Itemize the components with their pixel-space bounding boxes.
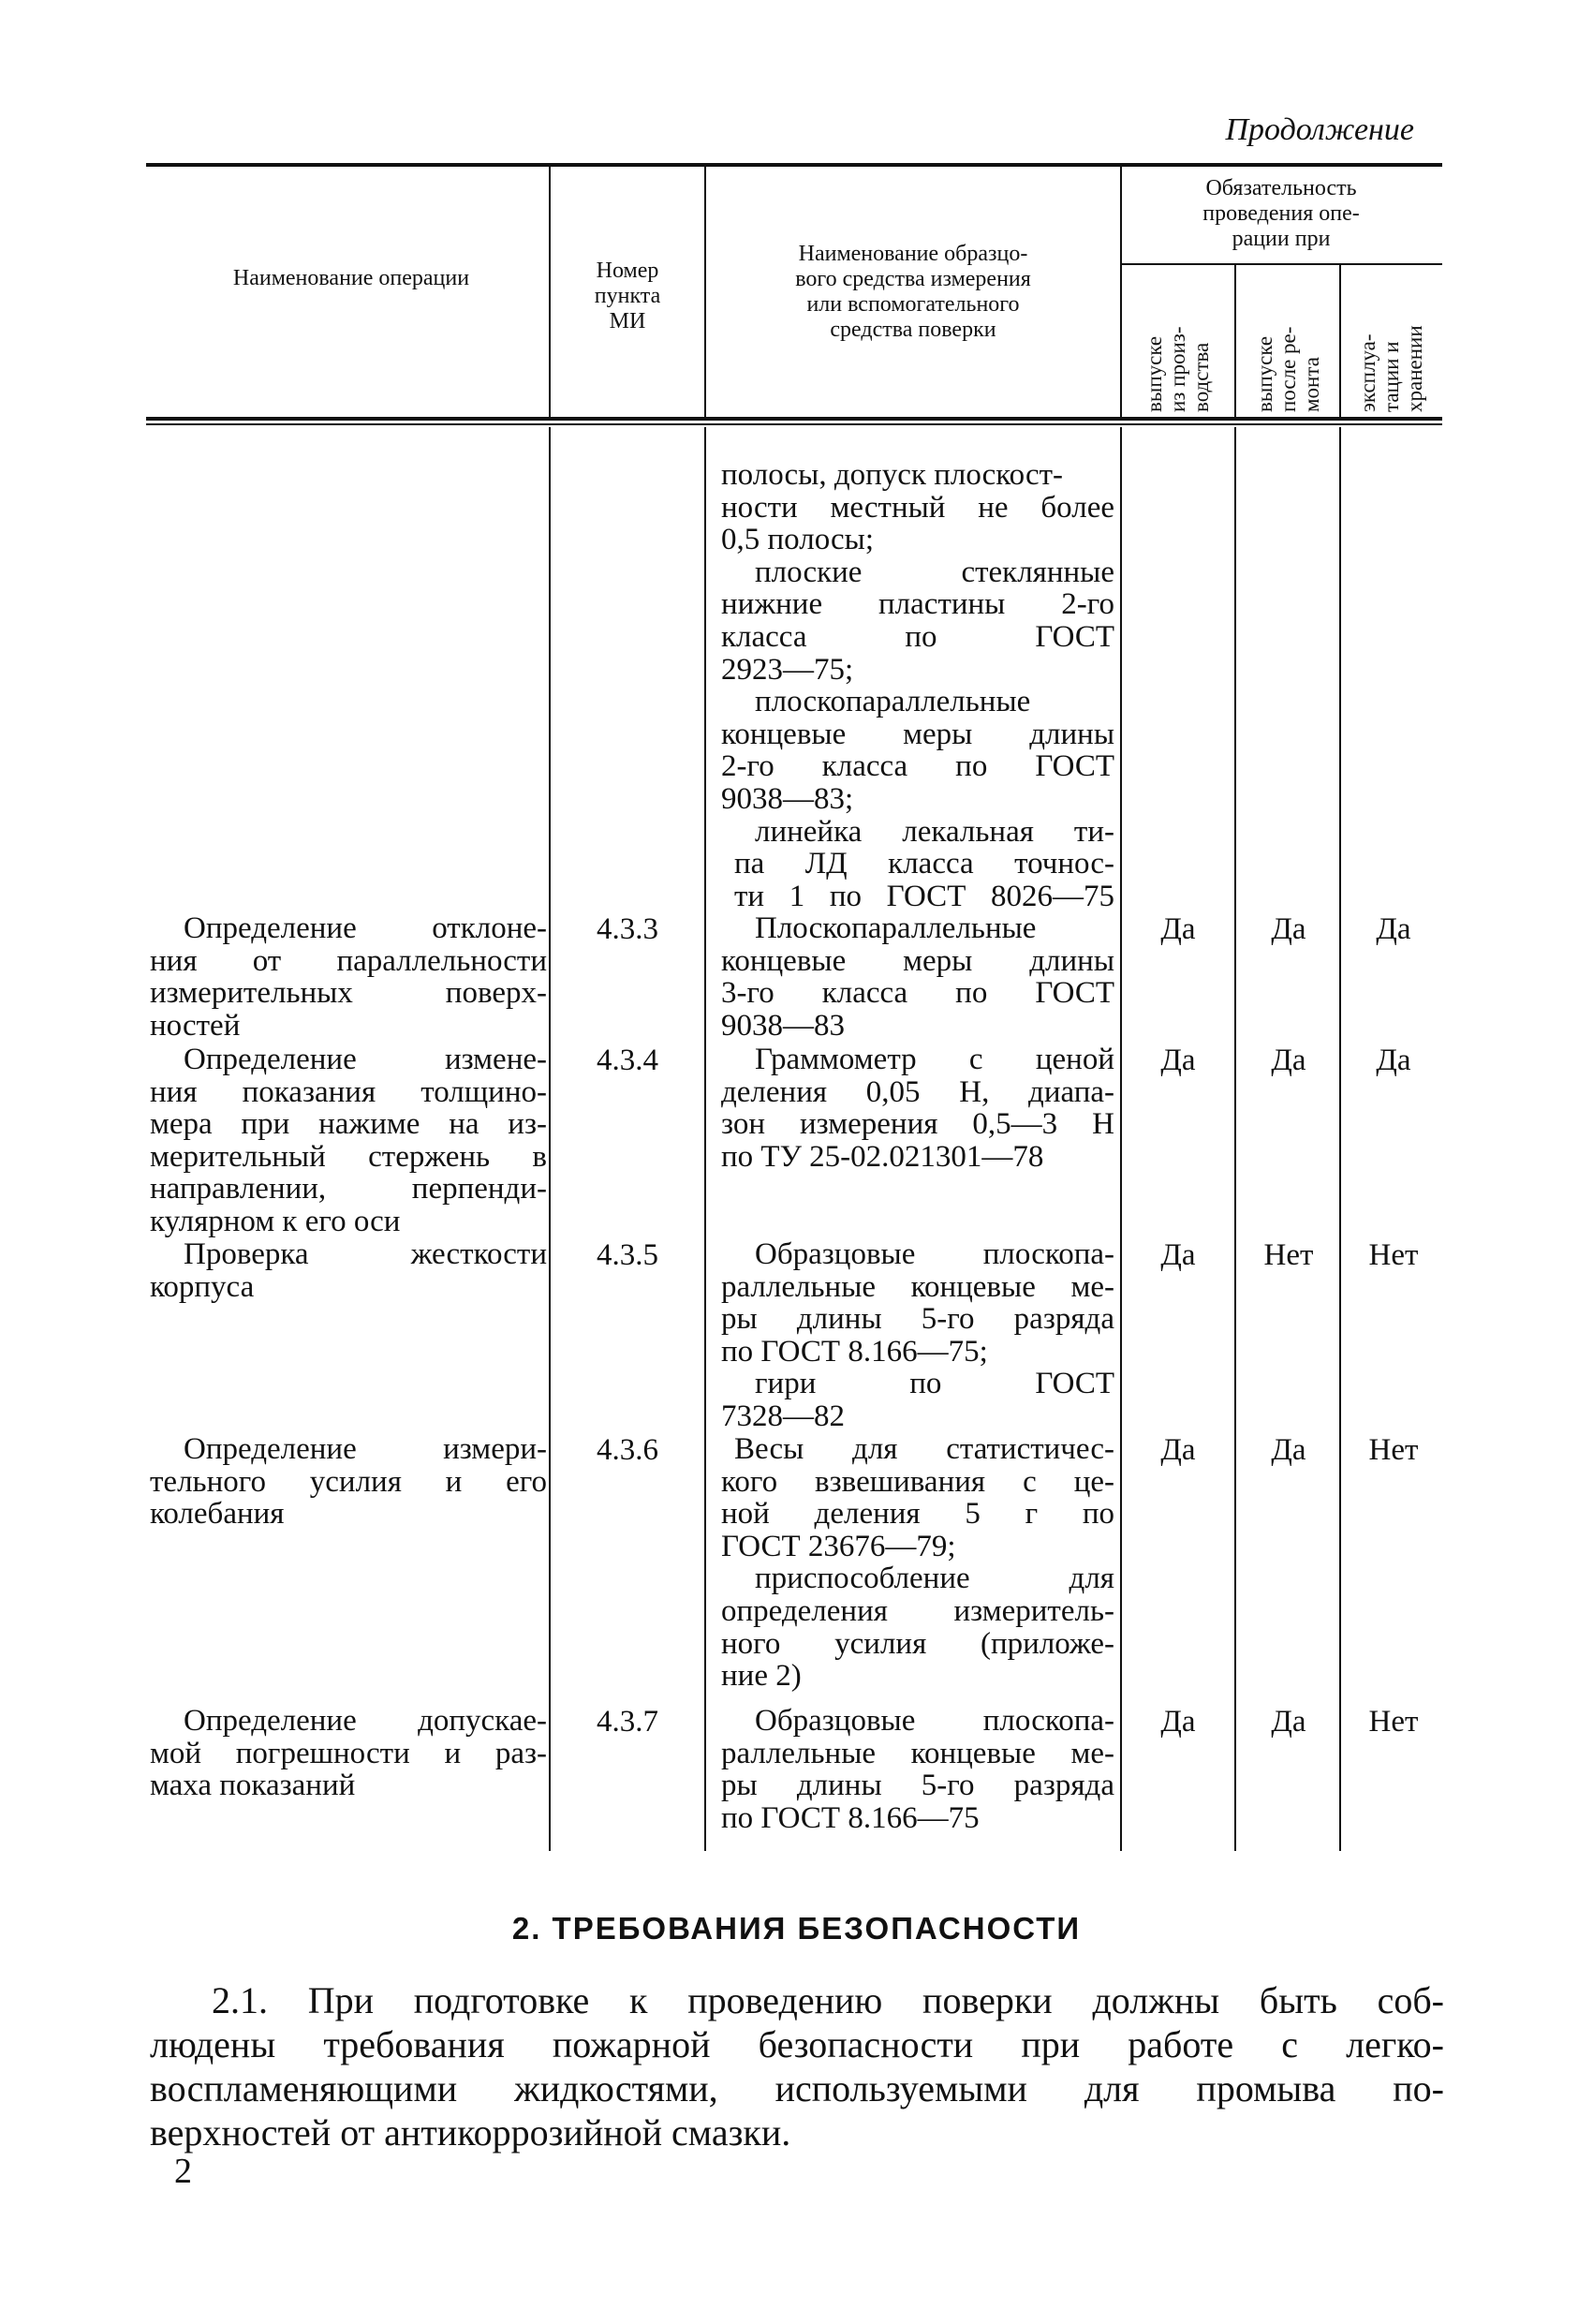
text-line: па ЛД класса точнос- xyxy=(734,847,1114,881)
text-line: ного усилия (приложе- xyxy=(721,1626,1114,1661)
text-line: воспламеняющими жидкостями, используемыми для промыва по- xyxy=(150,2067,1444,2109)
body-col-rule-5 xyxy=(1339,427,1341,1851)
mandatory-operation: Да xyxy=(1376,1044,1411,1077)
text-line: ры длины 5-го разряда xyxy=(721,1302,1114,1337)
text-line: 9038—83; xyxy=(721,781,854,816)
text-line: концевые меры длины xyxy=(721,943,1114,978)
item-number: 4.3.7 xyxy=(597,1705,658,1739)
header-item-line: пункта xyxy=(594,284,661,308)
mandatory-repair: Да xyxy=(1271,1044,1306,1077)
header-item xyxy=(562,259,693,334)
text-line: ти 1 по ГОСТ 8026—75 xyxy=(734,879,1114,913)
section-title: 2. ТРЕБОВАНИЯ БЕЗОПАСНОСТИ xyxy=(511,1911,1082,1946)
text-line: Определение допускае- xyxy=(184,1704,547,1738)
instrument-cell-5 xyxy=(721,1433,1114,1693)
mandatory-operation: Да xyxy=(1376,912,1411,946)
header-instrument-line: или вспомогательного xyxy=(806,292,1020,317)
col-rule-4 xyxy=(1234,265,1236,420)
text-line: Определение измене- xyxy=(184,1043,547,1076)
text-line: кулярном к его оси xyxy=(150,1204,401,1238)
operation-cell-3 xyxy=(150,1238,547,1303)
col-rule-5 xyxy=(1339,265,1341,420)
text-line: кого взвешивания с це- xyxy=(721,1464,1114,1499)
item-number: 4.3.3 xyxy=(597,912,658,946)
text-line: мерительный стержень в xyxy=(150,1139,547,1174)
text-line: гири по ГОСТ xyxy=(755,1367,1114,1401)
text-line: раллельные концевые ме- xyxy=(721,1736,1114,1770)
text-line: ГОСТ 23676—79; xyxy=(721,1529,956,1563)
text-line: Плоскопараллельные xyxy=(755,911,1037,945)
text-line: ния показания толщино- xyxy=(150,1074,547,1109)
text-line: Граммометр с ценой xyxy=(755,1043,1114,1076)
text-line: плоскопараллельные xyxy=(755,685,1031,719)
instrument-cell-4 xyxy=(721,1238,1114,1433)
text-line: плоские стеклянные xyxy=(755,555,1114,589)
mandatory-operation: Нет xyxy=(1368,1433,1419,1467)
col-rule-3 xyxy=(1120,167,1122,420)
paragraph xyxy=(150,1978,1444,2154)
text-line: зон измерения 0,5—3 Н xyxy=(721,1107,1114,1142)
header-mandatory-line: проведения опе- xyxy=(1202,201,1360,226)
text-line: ры длины 5-го разряда xyxy=(721,1769,1114,1803)
text-line: тельного усилия и его xyxy=(150,1464,547,1499)
instrument-cell-3 xyxy=(721,1044,1114,1173)
instrument-cell-2 xyxy=(721,912,1114,1042)
text-line: Образцовые плоскопа- xyxy=(755,1237,1114,1271)
text-line: 9038—83 xyxy=(721,1008,845,1043)
mandatory-production: Да xyxy=(1160,1433,1196,1467)
operation-cell-1 xyxy=(150,912,547,1042)
item-number: 4.3.4 xyxy=(597,1044,658,1077)
mandatory-repair: Да xyxy=(1271,1705,1306,1739)
text-line: по ГОСТ 8.166—75; xyxy=(721,1334,988,1369)
mandatory-repair: Нет xyxy=(1263,1238,1314,1272)
header-instrument-line: средства поверки xyxy=(830,318,996,342)
mandatory-production: Да xyxy=(1160,912,1196,946)
mandatory-operation: Нет xyxy=(1368,1705,1419,1739)
header-mandatory-line: Обязательность xyxy=(1205,176,1357,200)
item-number: 4.3.6 xyxy=(597,1433,658,1467)
body-col-rule-1 xyxy=(549,427,551,1851)
text-line: Определение измери- xyxy=(184,1432,547,1466)
text-line: мой погрешности и раз- xyxy=(150,1736,547,1770)
text-line: ной деления 5 г по xyxy=(721,1497,1114,1532)
mandatory-repair: Да xyxy=(1271,912,1306,946)
header-operation: Наименование операции xyxy=(232,266,470,290)
page-number: 2 xyxy=(174,2152,192,2191)
header-mandatory xyxy=(1129,176,1433,252)
text-line: ния от параллельности xyxy=(150,943,547,978)
body-col-rule-3 xyxy=(1120,427,1122,1851)
header-instrument xyxy=(714,242,1113,343)
text-line: Весы для статистичес- xyxy=(734,1432,1114,1466)
text-line: раллельные концевые ме- xyxy=(721,1269,1114,1304)
col-rule-2 xyxy=(704,167,706,420)
item-number: 4.3.5 xyxy=(597,1238,658,1272)
text-line: верхностей от антикоррозийной смазки. xyxy=(150,2111,791,2154)
text-line: по ТУ 25-02.021301—78 xyxy=(721,1139,1044,1174)
text-line: деления 0,05 Н, диапа- xyxy=(721,1074,1114,1109)
header-sub-repair: выпуске после ре- монта xyxy=(1253,326,1323,412)
mandatory-repair: Да xyxy=(1271,1433,1306,1467)
mandatory-sub-rule xyxy=(1122,263,1442,265)
header-bottom-rule xyxy=(146,417,1442,421)
instrument-cell-6 xyxy=(721,1705,1114,1834)
body-col-rule-2 xyxy=(704,427,706,1851)
mandatory-production: Да xyxy=(1160,1044,1196,1077)
text-line: ние 2) xyxy=(721,1659,802,1694)
text-line: маха показаний xyxy=(150,1769,356,1803)
header-sub-production: выпуске из произ- водства xyxy=(1143,326,1213,412)
text-line: линейка лекальная ти- xyxy=(755,814,1114,849)
text-line: 2923—75; xyxy=(721,652,854,687)
continuation-label: Продолжение xyxy=(1225,112,1414,147)
body-col-rule-4 xyxy=(1234,427,1236,1851)
operation-cell-5 xyxy=(150,1705,547,1802)
text-line: корпуса xyxy=(150,1269,255,1304)
header-item-line: Номер xyxy=(596,259,659,283)
operation-cell-2 xyxy=(150,1044,547,1238)
table-top-rule xyxy=(146,163,1442,167)
text-line: полосы, допуск плоскост- xyxy=(721,458,1064,492)
text-line: концевые меры длины xyxy=(721,717,1114,751)
text-line: 2.1. При подготовке к проведению поверки должны быть соб- xyxy=(212,1979,1444,2021)
text-line: направлении, перпенди- xyxy=(150,1172,547,1206)
text-line: по ГОСТ 8.166—75 xyxy=(721,1800,980,1835)
text-line: измерительных поверх- xyxy=(150,976,547,1011)
text-line: Проверка жесткости xyxy=(184,1237,547,1271)
text-line: колебания xyxy=(150,1497,285,1532)
text-line: класса по ГОСТ xyxy=(721,619,1114,654)
text-line: ности местный не более xyxy=(721,490,1114,525)
header-instrument-line: вого средства измерения xyxy=(795,267,1031,291)
text-line: 0,5 полосы; xyxy=(721,523,875,557)
header-mandatory-line: рации при xyxy=(1232,227,1331,251)
header-bottom-rule-2 xyxy=(146,423,1442,425)
text-line: 7328—82 xyxy=(721,1399,845,1433)
text-line: 2-го класса по ГОСТ xyxy=(721,749,1114,784)
text-line: 3-го класса по ГОСТ xyxy=(721,976,1114,1011)
text-line: ностей xyxy=(150,1008,241,1043)
text-line: приспособление для xyxy=(755,1562,1114,1596)
text-line: Определение отклоне- xyxy=(184,911,547,945)
header-sub-operation: эксплуа- тации и хранении xyxy=(1356,325,1426,412)
text-line: мера при нажиме на из- xyxy=(150,1107,547,1142)
text-line: нижние пластины 2-го xyxy=(721,587,1114,622)
col-rule-1 xyxy=(549,167,551,420)
header-instrument-line: Наименование образцо- xyxy=(798,242,1028,266)
mandatory-production: Да xyxy=(1160,1705,1196,1739)
mandatory-operation: Нет xyxy=(1368,1238,1419,1272)
text-line: Образцовые плоскопа- xyxy=(755,1704,1114,1738)
header-item-line: МИ xyxy=(609,309,646,333)
text-line: людены требования пожарной безопасности при работе с легко- xyxy=(150,2023,1444,2065)
text-line: определения измеритель- xyxy=(721,1593,1114,1628)
mandatory-production: Да xyxy=(1160,1238,1196,1272)
instrument-cell-1 xyxy=(721,459,1114,912)
operation-cell-4 xyxy=(150,1433,547,1531)
